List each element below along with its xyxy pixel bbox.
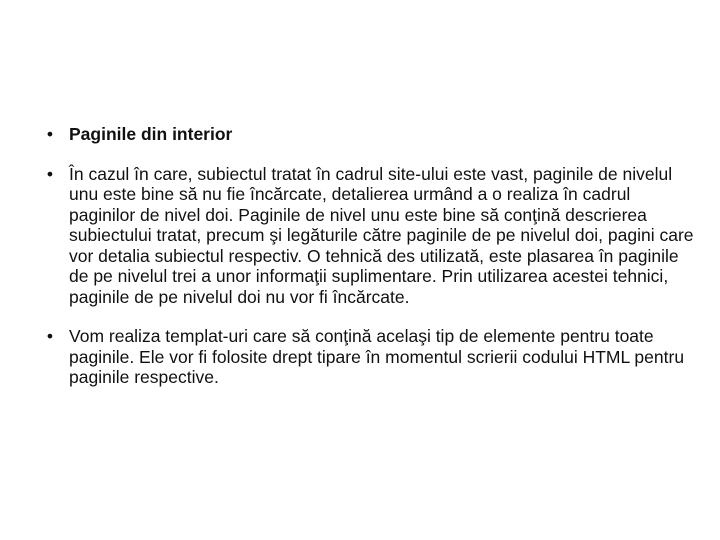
bullet-icon: • bbox=[46, 124, 54, 144]
bullet-item bbox=[44, 326, 694, 388]
bullet-heading: Paginile din interior bbox=[69, 124, 233, 144]
bullet-item bbox=[44, 164, 694, 308]
bullet-icon: • bbox=[46, 163, 54, 184]
bullet-icon: • bbox=[46, 326, 54, 346]
bullet-item bbox=[44, 124, 694, 145]
bullet-list bbox=[44, 124, 694, 407]
bullet-paragraph: Vom realiza templat-uri care să conţină acelaşi tip de elemente pentru toate paginile. Ele vor fi folosite drept tipare în momentul scrierii codului HTML pentru paginile respective. bbox=[69, 326, 685, 387]
bullet-paragraph: În cazul în care, subiectul tratat în cadrul site-ului este vast, paginile de nivelul unu este bine să nu fie încărcate, detalierea urmând a o realiza în cadrul paginilor de nivel doi. Paginile de nivel unu este bine să conţină descrierea subiectului tratat, precum şi legăturile către paginile de pe nivelul doi, pagini care vor detalia subiectul respectiv. O tehnică des utilizată, este plasarea în paginile de pe nivelul trei a unor informaţii suplimentare. Prin utilizarea acestei tehnici, paginile de pe nivelul doi nu vor fi încărcate. bbox=[69, 163, 694, 307]
